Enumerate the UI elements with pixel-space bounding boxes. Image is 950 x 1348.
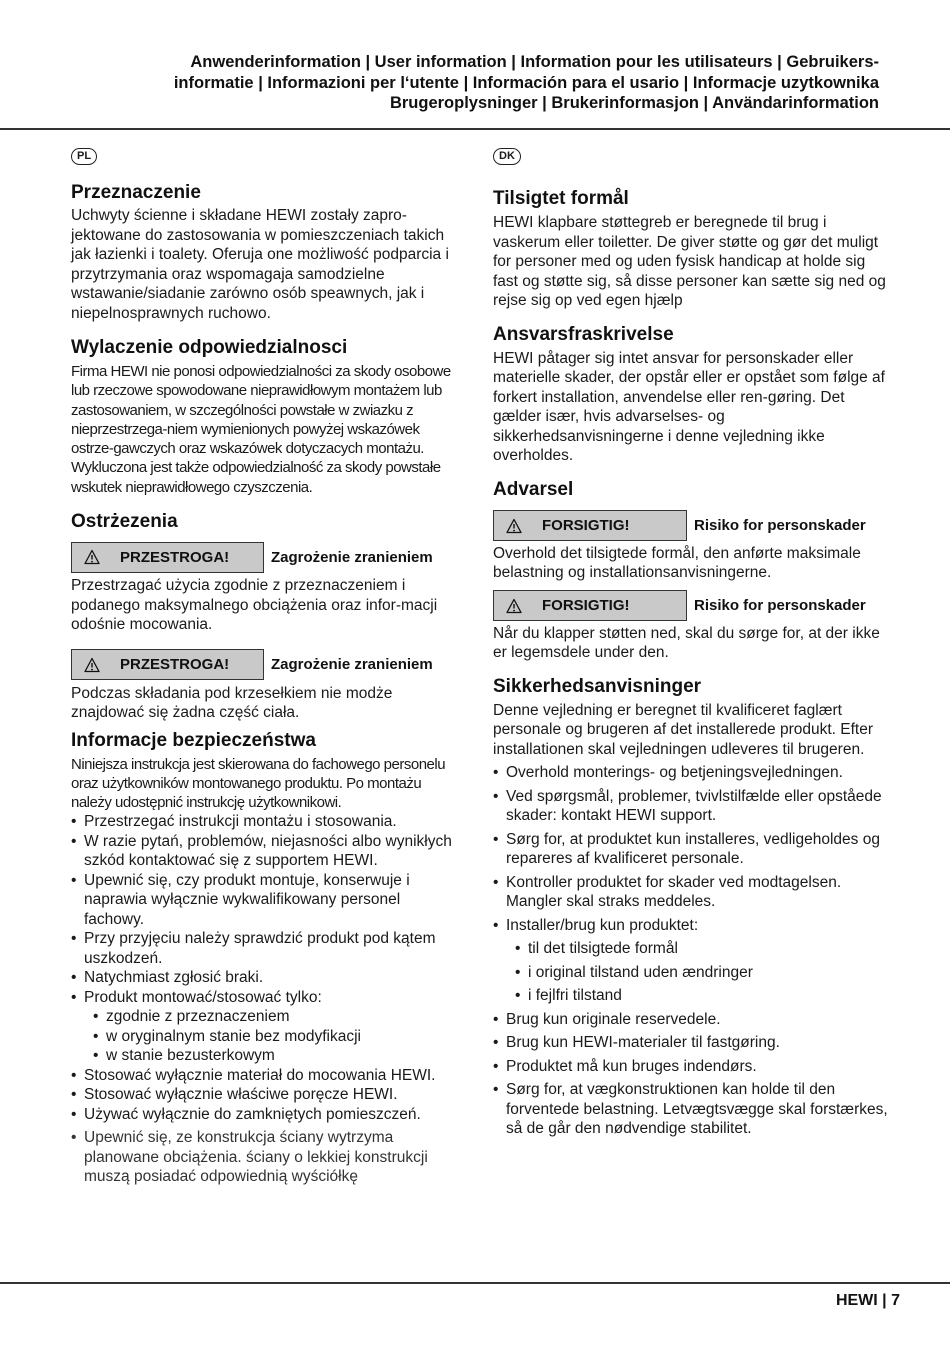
paragraph: Firma HEWI nie ponosi odpowiedzialności za skody osobowe lub rzeczowe spowodowane nieprawidłowym montażem lub zastosowaniem, w szczególności powstałe w zwiazku z nieprzestrzega-niem wymienionych powyżej wskazówek ostrze-gawczych oraz wskazówek dotyczacych montażu. Wykluczona jest także odpowiedzialność za skody powstałe wskutek nieprawidłowego czyszczenia.: [71, 363, 451, 496]
paragraph: HEWI påtager sig intet ansvar for personskader eller materielle skader, der opstår eller er opstået som følge af forkert installation, anvendelse eller ren-gøring. Det gælder især, hvis advarselses- og sikkerhedsanvisningerne i denne vejledning ikke overholdes.: [493, 349, 885, 464]
paragraph: Når du klapper støtten ned, skal du sørge for, at der ikke er legemsdele under den.: [493, 624, 880, 661]
warning-triangle-icon: [506, 598, 522, 614]
list-item: • Stosować wyłącznie materiał do mocowania HEWI.: [71, 1066, 461, 1086]
language-badge-dk: DK: [493, 148, 521, 165]
warning-risk: Zagrożenie zranieniem: [271, 548, 433, 566]
sub-list-item: • zgodnie z przeznaczeniem: [71, 1007, 461, 1027]
list-item: • Stosować wyłącznie właściwe poręcze HEWI.: [71, 1085, 461, 1105]
sub-list-item: • til det tilsigtede formål: [493, 939, 888, 959]
warning-triangle-icon: [84, 549, 100, 565]
list-item: • Sørg for, at produktet kun installeres, vedligeholdes og repareres af kvalificeret personale.: [493, 830, 888, 869]
section-heading: Tilsigtet formål: [493, 188, 629, 209]
warning-label-box: [493, 590, 687, 621]
warning-label-box: [71, 542, 264, 573]
paragraph: Uchwyty ścienne i składane HEWI zostały zapro-jektowane do zastosowania w pomieszczeniach takich jak łazienki i toalety. Oferuja one możliwość podparcia i przytrzymania oraz wspomagaja samodzielne wstawanie/siadanie zarówno osób speawnych, jak i niepelnosprawnych ruchowo.: [71, 207, 449, 322]
warning-box: [71, 540, 461, 574]
paragraph: Podczas składania pod krzesełkiem nie modże znajdować się żadna część ciała.: [71, 684, 393, 722]
list-item: • Installer/brug kun produktet:: [493, 916, 888, 936]
header-line: Brugeroplysninger | Brukerinformasjon | Användarinformation: [389, 94, 879, 112]
list-item: • W razie pytań, problemów, niejasności albo wynikłych szkód kontaktować się z supportem HEWI.: [71, 832, 461, 871]
language-badge-pl: PL: [71, 148, 97, 165]
warning-label: PRZESTROGA!: [120, 548, 230, 566]
warning-risk: Zagrożenie zranieniem: [271, 656, 433, 674]
list-item: • Produkt montować/stosować tylko:: [71, 988, 461, 1008]
page-number: HEWI | 7: [835, 1292, 900, 1309]
paragraph: Overhold det tilsigtede formål, den anførte maksimale belastning og installationsanvisningerne.: [493, 544, 861, 581]
warning-risk: Risiko for personskader: [694, 517, 866, 534]
list-item: • Używać wyłącznie do zamkniętych pomieszczeń.: [71, 1105, 461, 1125]
bullet-list: [71, 812, 461, 1187]
header-line: informatie | Informazioni per l‘utente | Información para el usario | Informacje uzytkownika: [173, 73, 879, 92]
header-rule: [0, 128, 950, 130]
polish-column: [71, 146, 461, 1187]
section-heading: Sikkerhedsanvisninger: [493, 675, 702, 697]
warning-box: [71, 648, 461, 682]
section-heading: Przeznaczenie: [71, 182, 201, 203]
paragraph: Denne vejledning er beregnet til kvalificeret faglært personale og brugeren af det installerede produkt. Efter installationen skal vejledningen udleveres til brugeren.: [493, 701, 873, 758]
warning-label-box: [493, 510, 687, 541]
bullet-list: [493, 763, 888, 1139]
list-item: • Natychmiast zgłosić braki.: [71, 968, 461, 988]
sub-list-item: • w stanie bezusterkowym: [71, 1046, 461, 1066]
list-item: • Produktet må kun bruges indendørs.: [493, 1057, 888, 1077]
list-item: • Ved spørgsmål, problemer, tvivlstilfælde eller opståede skader: kontakt HEWI support.: [493, 787, 888, 826]
section-heading: Ansvarsfraskrivelse: [493, 323, 674, 345]
warning-label-box: [71, 649, 264, 680]
list-item: • Kontroller produktet for skader ved modtagelsen. Mangler skal straks meddeles.: [493, 873, 888, 912]
list-item: • Przestrzegać instrukcji montażu i stosowania.: [71, 812, 461, 832]
warning-label: FORSIGTIG!: [542, 597, 630, 614]
warning-risk: Risiko for personskader: [694, 597, 866, 614]
warning-box: [493, 509, 888, 543]
section-heading: Ostrżezenia: [71, 511, 178, 533]
list-item: • Overhold monterings- og betjeningsvejledningen.: [493, 763, 888, 783]
sub-list-item: • i fejlfri tilstand: [493, 986, 888, 1006]
warning-triangle-icon: [506, 518, 522, 534]
warning-box: [493, 589, 888, 623]
list-item: • Brug kun HEWI-materialer til fastgøring.: [493, 1033, 888, 1053]
list-item: • Upewnić się, ze konstrukcja ściany wytrzyma planowane obciążenia. ściany o lekkiej konstrukcji muszą posiadać odpowiednią wyściółkę: [71, 1128, 461, 1187]
list-item: • Przy przyjęciu należy sprawdzić produkt pod kątem uszkodzeń.: [71, 929, 461, 968]
paragraph: Przestrzagać użycia zgodnie z przeznaczeniem i podanego maksymalnego obciążenia oraz infor-macji odośnie mocowania.: [71, 577, 438, 634]
section-heading: Wylaczenie odpowiedzialnosci: [71, 337, 348, 358]
paragraph: Niniejsza instrukcja jest skierowana do fachowego personelu oraz użytkowników montowanego produktu. Po montażu należy udostępnić instrukcję użytkownikowi.: [71, 755, 446, 812]
page-header: [59, 52, 879, 114]
warning-label: FORSIGTIG!: [542, 517, 630, 534]
danish-column: [493, 146, 888, 1139]
list-item: • Sørg for, at vægkonstruktionen kan holde til den forventede belastning. Letvægtsvægge skal forstærkes, så de går den nødvendige stabilitet.: [493, 1080, 888, 1139]
warning-triangle-icon: [84, 657, 100, 673]
sub-list-item: • w oryginalnym stanie bez modyfikacji: [71, 1027, 461, 1047]
section-heading: Advarsel: [493, 478, 574, 500]
footer-rule: [0, 1282, 950, 1284]
paragraph: HEWI klapbare støttegreb er beregnede til brug i vaskerum eller toiletter. De giver støtte og gør det muligt for personer med og uden fysisk handicap at holde sig fast og støtte sig, så disse personer kan sætte sig ned og rejse sig op ved egen hjælp: [493, 214, 886, 309]
sub-list-item: • i original tilstand uden ændringer: [493, 963, 888, 983]
list-item: • Brug kun originale reservedele.: [493, 1010, 888, 1030]
warning-label: PRZESTROGA!: [120, 656, 230, 674]
section-heading: Informacje bezpieczeństwa: [71, 729, 316, 751]
list-item: • Upewnić się, czy produkt montuje, konserwuje i naprawia wyłącznie wykwalifikowany personel fachowy.: [71, 871, 461, 930]
header-line: Anwenderinformation | User information | Information pour les utilisateurs | Gebruikers-: [190, 53, 879, 71]
